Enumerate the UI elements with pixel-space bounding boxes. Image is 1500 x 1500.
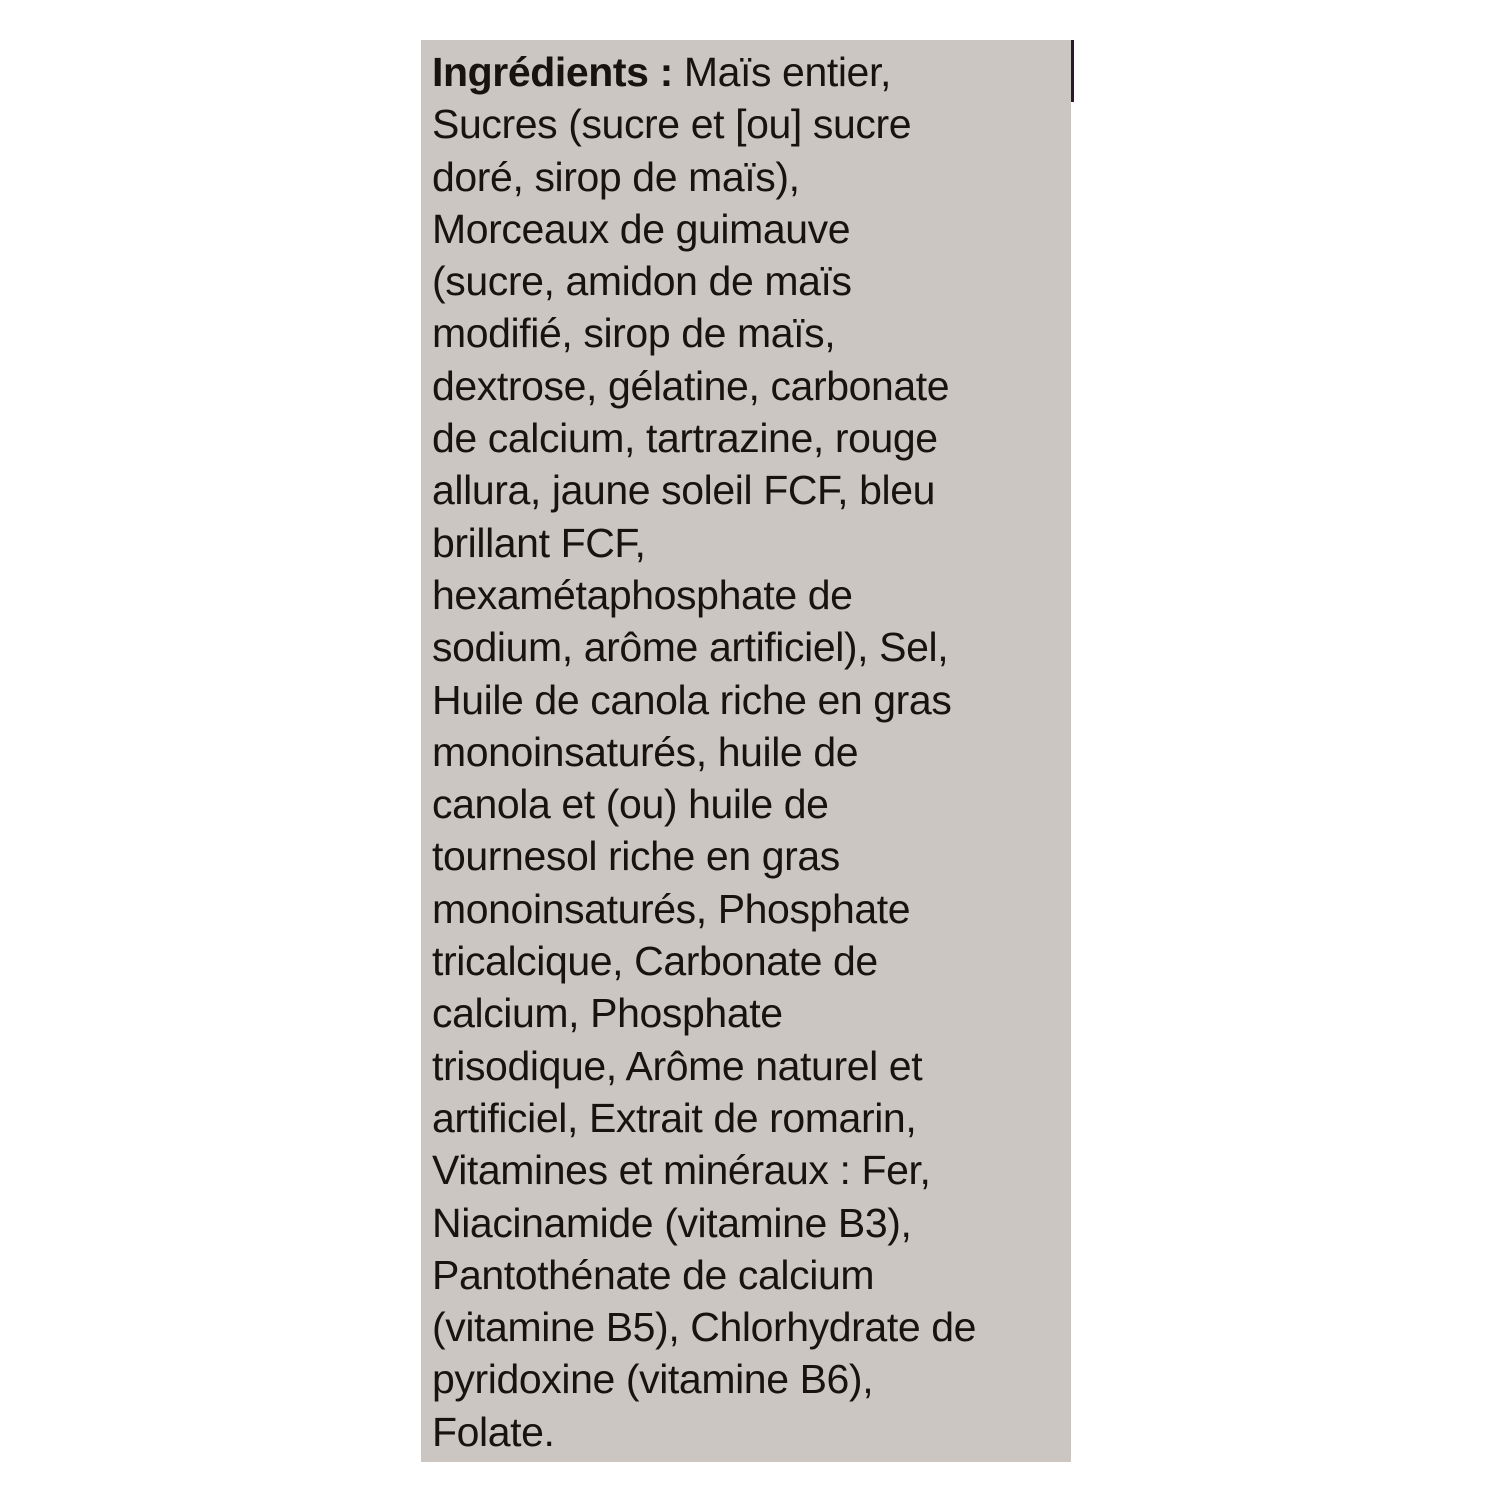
ingredients-line: monoinsaturés, Phosphate bbox=[432, 885, 911, 932]
ingredients-line: canola et (ou) huile de bbox=[432, 781, 829, 828]
ingredients-line: brillant FCF, bbox=[432, 519, 646, 566]
ingredients-line: Folate. bbox=[432, 1408, 555, 1455]
ingredients-line: doré, sirop de maïs), bbox=[432, 153, 800, 200]
ingredients-line: Sucres (sucre et [ou] sucre bbox=[432, 101, 912, 148]
ingredients-label-panel bbox=[421, 40, 1071, 1462]
ingredients-line: Morceaux de guimauve bbox=[432, 205, 851, 252]
ingredients-heading: Ingrédients : bbox=[432, 49, 673, 95]
ingredients-line: Vitamines et minéraux : Fer, bbox=[432, 1147, 931, 1194]
ingredients-line: hexamétaphosphate de bbox=[432, 571, 853, 618]
ingredients-line bbox=[432, 46, 1067, 98]
ingredients-line: artificiel, Extrait de romarin, bbox=[432, 1094, 917, 1141]
ingredients-line: trisodique, Arôme naturel et bbox=[432, 1042, 923, 1089]
ingredients-line: modifié, sirop de maïs, bbox=[432, 310, 836, 357]
ingredients-line: allura, jaune soleil FCF, bleu bbox=[432, 467, 936, 514]
ingredients-text bbox=[432, 46, 1067, 1458]
ingredients-line: Pantothénate de calcium bbox=[432, 1251, 875, 1298]
ingredients-line: de calcium, tartrazine, rouge bbox=[432, 415, 938, 462]
ingredients-line: pyridoxine (vitamine B6), bbox=[432, 1356, 874, 1403]
ingredients-line: Huile de canola riche en gras bbox=[432, 676, 952, 723]
ingredients-line: (vitamine B5), Chlorhydrate de bbox=[432, 1304, 977, 1351]
ingredients-line: Niacinamide (vitamine B3), bbox=[432, 1199, 912, 1246]
ingredients-line: monoinsaturés, huile de bbox=[432, 728, 859, 775]
ingredients-line: tricalcique, Carbonate de bbox=[432, 938, 878, 985]
ingredients-line: calcium, Phosphate bbox=[432, 990, 783, 1037]
ingredients-line-text: Maïs entier, bbox=[672, 49, 891, 95]
ingredients-line: tournesol riche en gras bbox=[432, 833, 840, 880]
ingredients-line: dextrose, gélatine, carbonate bbox=[432, 362, 950, 409]
ingredients-line: (sucre, amidon de maïs bbox=[432, 258, 852, 305]
ingredients-line: sodium, arôme artificiel), Sel, bbox=[432, 624, 949, 671]
